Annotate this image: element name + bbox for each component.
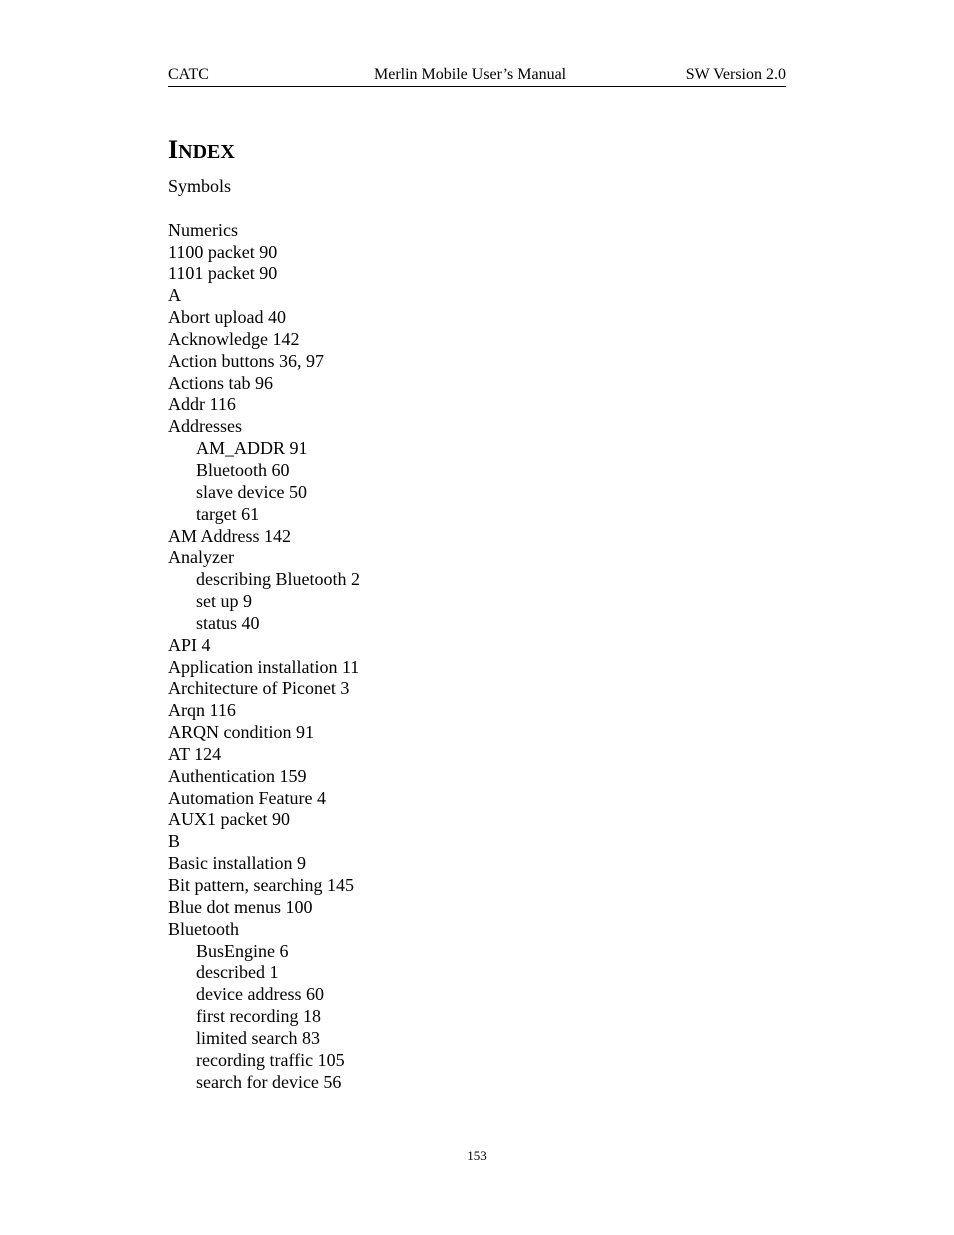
index-subentry: target 61 (196, 503, 260, 524)
index-subentry: first recording 18 (196, 1006, 321, 1027)
index-entry: AM Address 142 (168, 525, 292, 546)
index-subentry: status 40 (196, 612, 260, 633)
index-entry: API 4 (168, 634, 211, 655)
index-entry: Arqn 116 (168, 700, 236, 721)
index-entry: 1100 packet 90 (168, 241, 278, 262)
index-heading (168, 134, 235, 168)
index-entry: B (168, 831, 181, 852)
index-entry: Symbols (168, 176, 232, 196)
index-entry: Acknowledge 142 (168, 328, 300, 349)
index-heading-initial: I (168, 135, 179, 164)
index-entry: Addresses (168, 416, 242, 437)
index-entry: Abort upload 40 (168, 307, 286, 328)
index-subentry: slave device 50 (196, 481, 307, 502)
index-subentry: Bluetooth 60 (196, 459, 290, 480)
index-entry: Architecture of Piconet 3 (168, 678, 350, 699)
index-entry: Blue dot menus 100 (168, 896, 313, 917)
index-entry: Bit pattern, searching 145 (168, 875, 354, 895)
index-entry: 1101 packet 90 (168, 263, 278, 284)
header-company: CATC (168, 66, 209, 83)
page-header (168, 64, 786, 87)
index-entry: ARQN condition 91 (168, 722, 314, 743)
index-subentry: device address 60 (196, 984, 324, 1005)
header-manual-title: Merlin Mobile User’s Manual (374, 66, 567, 83)
index-subentry: described 1 (196, 962, 279, 983)
index-entry: AT 124 (168, 743, 222, 764)
index-entry: Action buttons 36, 97 (168, 350, 324, 371)
index-entry: Bluetooth (168, 918, 239, 939)
index-subentry: describing Bluetooth 2 (196, 569, 360, 590)
index-subentry: AM_ADDR 91 (196, 438, 308, 459)
index-spacer (168, 198, 360, 220)
index-entry: Analyzer (168, 547, 234, 568)
index-entry: Authentication 159 (168, 765, 307, 786)
index-subentry: recording traffic 105 (196, 1049, 345, 1070)
index-entries-list (168, 176, 360, 1093)
page-number: 153 (467, 1148, 487, 1163)
index-heading-rest: NDEX (178, 141, 235, 163)
index-entry: Numerics (168, 219, 238, 240)
index-subentry: limited search 83 (196, 1027, 320, 1048)
header-version: SW Version 2.0 (685, 66, 786, 83)
index-entry: Actions tab 96 (168, 372, 273, 393)
index-entry: A (168, 285, 181, 306)
index-entry: Application installation 11 (168, 656, 360, 677)
index-entry: Basic installation 9 (168, 853, 306, 874)
index-subentry: BusEngine 6 (196, 940, 289, 961)
index-subentry: set up 9 (196, 591, 252, 612)
index-entry: AUX1 packet 90 (168, 809, 290, 830)
index-entry: Addr 116 (168, 394, 236, 415)
index-entry: Automation Feature 4 (168, 787, 326, 808)
index-subentry: search for device 56 (196, 1071, 342, 1092)
